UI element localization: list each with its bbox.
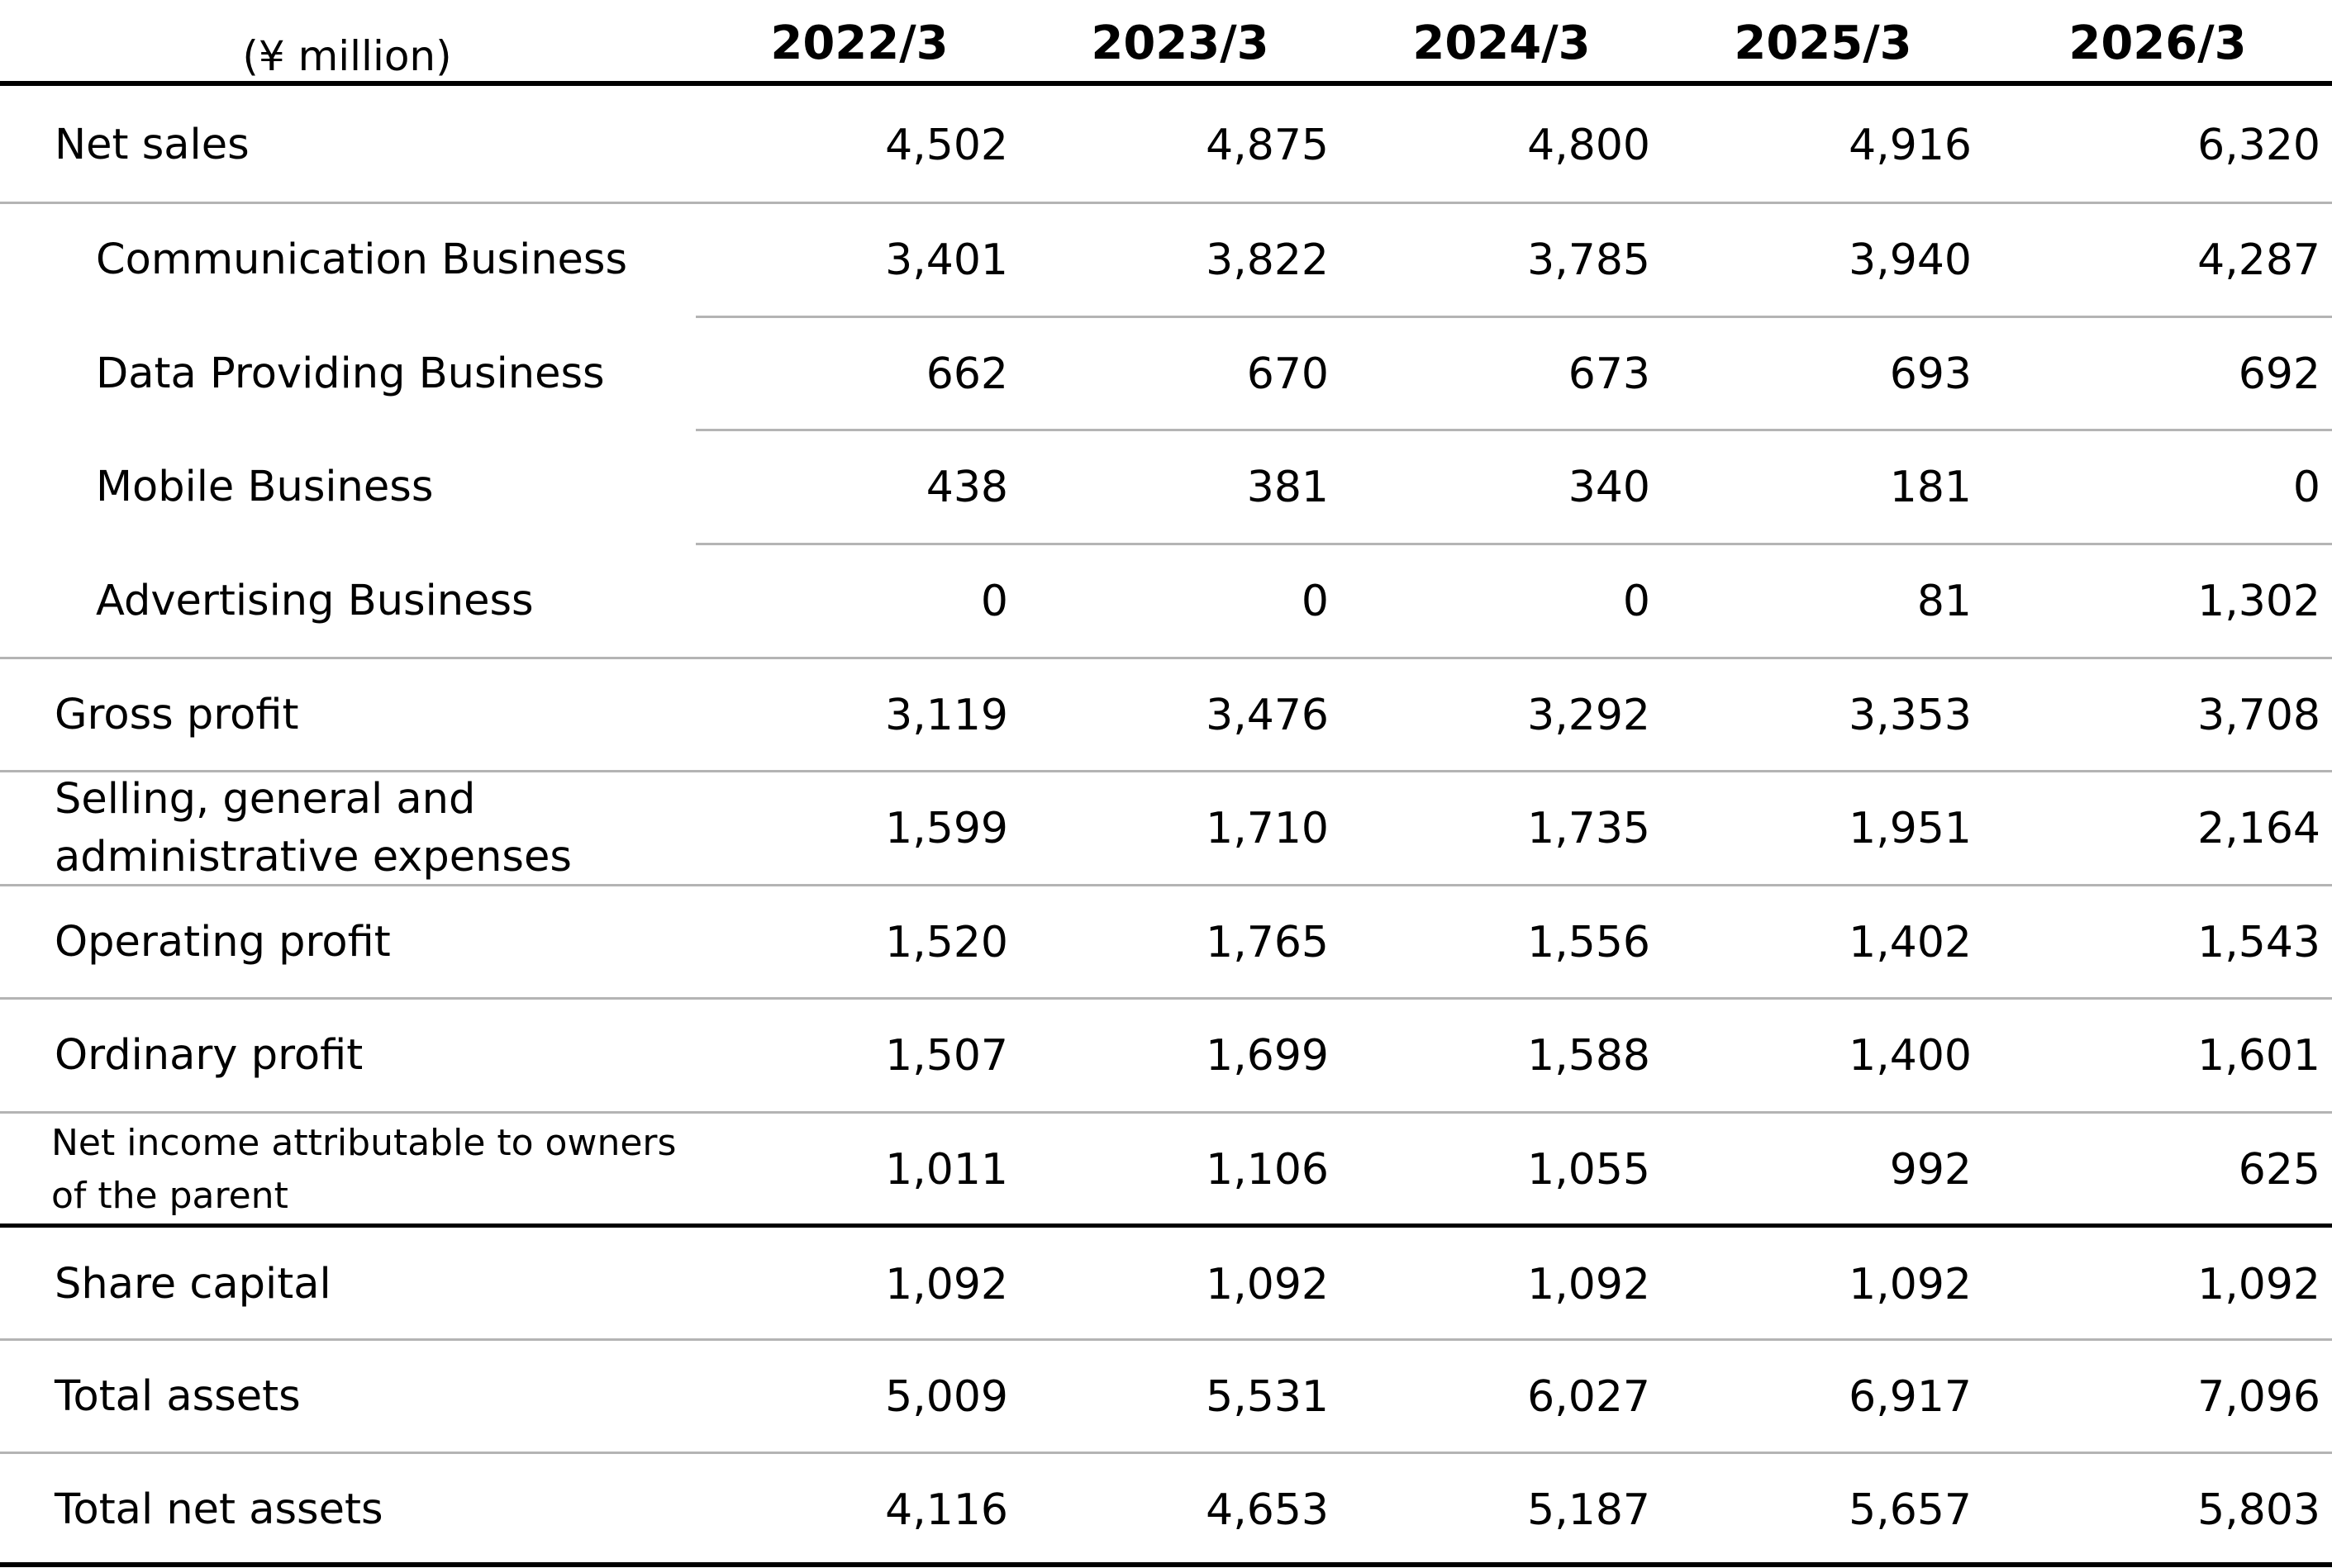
cell-value: 1,520 bbox=[885, 918, 1008, 967]
row-label: Gross profit bbox=[55, 691, 299, 739]
cell-value: 381 bbox=[1246, 463, 1329, 512]
table-row bbox=[0, 203, 2332, 317]
cell-value: 4,287 bbox=[2197, 235, 2320, 285]
cell-value: 3,708 bbox=[2197, 691, 2320, 740]
cell-value: 4,916 bbox=[1849, 121, 1972, 170]
year-header-2022: 2022/3 bbox=[770, 17, 949, 70]
row-label: Selling, general and administrative expenses bbox=[55, 775, 572, 881]
row-label: Net sales bbox=[55, 121, 250, 169]
row-label: Total net assets bbox=[55, 1485, 383, 1534]
table-row bbox=[0, 999, 2332, 1113]
row-label: Share capital bbox=[55, 1260, 331, 1309]
cell-value: 625 bbox=[2238, 1145, 2320, 1195]
cell-value: 1,765 bbox=[1206, 918, 1329, 967]
cell-value: 1,543 bbox=[2197, 918, 2320, 967]
table-row bbox=[0, 88, 2332, 202]
cell-value: 1,302 bbox=[2197, 577, 2320, 626]
cell-value: 1,055 bbox=[1527, 1145, 1650, 1195]
table-row bbox=[0, 886, 2332, 1000]
cell-value: 5,531 bbox=[1206, 1372, 1329, 1422]
cell-value: 5,187 bbox=[1527, 1485, 1650, 1535]
table-bottom-border bbox=[0, 1562, 2332, 1567]
cell-value: 1,011 bbox=[885, 1145, 1008, 1195]
year-header-2024: 2024/3 bbox=[1412, 17, 1591, 70]
cell-value: 673 bbox=[1568, 349, 1650, 399]
cell-value: 0 bbox=[980, 577, 1008, 626]
cell-value: 3,476 bbox=[1206, 691, 1329, 740]
table-row bbox=[0, 1113, 2332, 1227]
cell-value: 4,502 bbox=[885, 121, 1008, 170]
row-label: Net income attributable to owners of the parent bbox=[51, 1122, 677, 1217]
table-row bbox=[0, 772, 2332, 886]
cell-value: 81 bbox=[1916, 577, 1972, 626]
cell-value: 4,800 bbox=[1527, 121, 1650, 170]
row-label: Mobile Business bbox=[96, 463, 434, 511]
cell-value: 1,710 bbox=[1206, 804, 1329, 853]
cell-value: 1,588 bbox=[1527, 1031, 1650, 1081]
cell-value: 1,402 bbox=[1849, 918, 1972, 967]
cell-value: 1,092 bbox=[1206, 1260, 1329, 1309]
cell-value: 3,401 bbox=[885, 235, 1008, 285]
row-label: Data Providing Business bbox=[96, 349, 605, 398]
table-row bbox=[0, 544, 2332, 658]
table-header bbox=[0, 0, 2332, 86]
row-label: Ordinary profit bbox=[55, 1031, 364, 1080]
unit-label: (¥ million) bbox=[242, 32, 452, 80]
cell-value: 3,822 bbox=[1206, 235, 1329, 285]
cell-value: 1,092 bbox=[2197, 1260, 2320, 1309]
cell-value: 1,735 bbox=[1527, 804, 1650, 853]
cell-value: 3,292 bbox=[1527, 691, 1650, 740]
row-label: Operating profit bbox=[55, 918, 391, 967]
cell-value: 2,164 bbox=[2197, 804, 2320, 853]
cell-value: 1,599 bbox=[885, 804, 1008, 853]
cell-value: 0 bbox=[1301, 577, 1329, 626]
table-row bbox=[0, 1228, 2332, 1342]
cell-value: 662 bbox=[926, 349, 1008, 399]
cell-value: 1,699 bbox=[1206, 1031, 1329, 1081]
cell-value: 5,657 bbox=[1849, 1485, 1972, 1535]
cell-value: 438 bbox=[926, 463, 1008, 512]
cell-value: 3,353 bbox=[1849, 691, 1972, 740]
year-header-2026: 2026/3 bbox=[2068, 17, 2247, 70]
cell-value: 3,940 bbox=[1849, 235, 1972, 285]
cell-value: 693 bbox=[1889, 349, 1972, 399]
cell-value: 1,400 bbox=[1849, 1031, 1972, 1081]
cell-value: 1,106 bbox=[1206, 1145, 1329, 1195]
cell-value: 992 bbox=[1889, 1145, 1972, 1195]
cell-value: 5,803 bbox=[2197, 1485, 2320, 1535]
cell-value: 181 bbox=[1889, 463, 1972, 512]
cell-value: 670 bbox=[1246, 349, 1329, 399]
cell-value: 1,601 bbox=[2197, 1031, 2320, 1081]
table-row bbox=[0, 430, 2332, 544]
table-row bbox=[0, 658, 2332, 772]
cell-value: 4,875 bbox=[1206, 121, 1329, 170]
cell-value: 1,092 bbox=[1527, 1260, 1650, 1309]
cell-value: 4,653 bbox=[1206, 1485, 1329, 1535]
cell-value: 3,119 bbox=[885, 691, 1008, 740]
table-row bbox=[0, 1453, 2332, 1567]
cell-value: 6,027 bbox=[1527, 1372, 1650, 1422]
cell-value: 1,951 bbox=[1849, 804, 1972, 853]
cell-value: 1,092 bbox=[1849, 1260, 1972, 1309]
year-header-2023: 2023/3 bbox=[1091, 17, 1269, 70]
cell-value: 4,116 bbox=[885, 1485, 1008, 1535]
cell-value: 5,009 bbox=[885, 1372, 1008, 1422]
table-row bbox=[0, 317, 2332, 431]
cell-value: 6,917 bbox=[1849, 1372, 1972, 1422]
row-label: Advertising Business bbox=[96, 577, 534, 625]
cell-value: 1,507 bbox=[885, 1031, 1008, 1081]
row-label: Total assets bbox=[55, 1372, 301, 1421]
cell-value: 7,096 bbox=[2197, 1372, 2320, 1422]
cell-value: 1,092 bbox=[885, 1260, 1008, 1309]
row-label: Communication Business bbox=[96, 235, 628, 284]
cell-value: 0 bbox=[2292, 463, 2320, 512]
cell-value: 1,556 bbox=[1527, 918, 1650, 967]
table-row bbox=[0, 1340, 2332, 1454]
cell-value: 692 bbox=[2238, 349, 2320, 399]
cell-value: 340 bbox=[1568, 463, 1650, 512]
cell-value: 0 bbox=[1622, 577, 1650, 626]
cell-value: 6,320 bbox=[2197, 121, 2320, 170]
year-header-2025: 2025/3 bbox=[1734, 17, 1912, 70]
cell-value: 3,785 bbox=[1527, 235, 1650, 285]
